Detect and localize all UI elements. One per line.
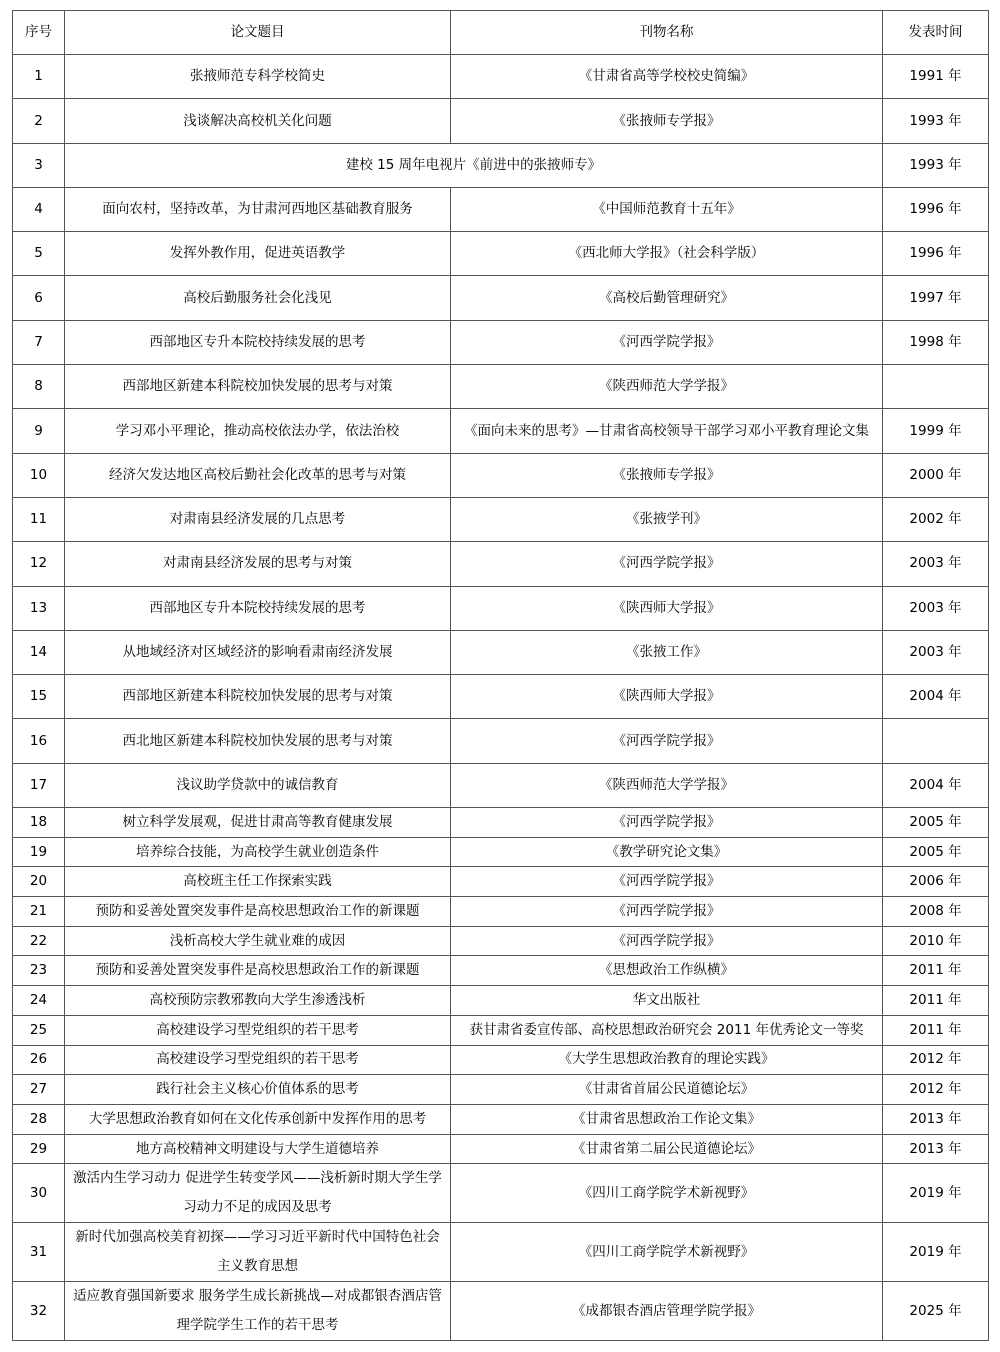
cell-paper-title: 适应教育强国新要求 服务学生成长新挑战—对成都银杏酒店管理学院学生工作的若干思考	[65, 1282, 451, 1341]
table-row	[13, 763, 989, 807]
cell-journal-name: 《张掖工作》	[451, 630, 883, 674]
cell-paper-title: 培养综合技能，为高校学生就业创造条件	[65, 837, 451, 867]
cell-publish-time: 1993 年	[883, 143, 989, 187]
cell-journal-name: 《甘肃省首届公民道德论坛》	[451, 1075, 883, 1105]
cell-serial-number: 3	[13, 143, 65, 187]
cell-serial-number: 24	[13, 986, 65, 1016]
header-publish-time: 发表时间	[883, 11, 989, 55]
cell-serial-number: 15	[13, 675, 65, 719]
cell-journal-name: 《张掖学刊》	[451, 497, 883, 541]
cell-journal-name: 《甘肃省思想政治工作论文集》	[451, 1104, 883, 1134]
cell-paper-title: 西部地区专升本院校持续发展的思考	[65, 586, 451, 630]
cell-publish-time: 1996 年	[883, 232, 989, 276]
cell-serial-number: 8	[13, 365, 65, 409]
cell-serial-number: 14	[13, 630, 65, 674]
cell-publish-time: 1999 年	[883, 409, 989, 453]
cell-journal-name: 《四川工商学院学术新视野》	[451, 1223, 883, 1282]
cell-publish-time: 2004 年	[883, 763, 989, 807]
table-row	[13, 143, 989, 187]
cell-serial-number: 1	[13, 55, 65, 99]
cell-paper-title: 高校班主任工作探索实践	[65, 867, 451, 897]
cell-publish-time: 1996 年	[883, 187, 989, 231]
cell-paper-title: 新时代加强高校美育初探——学习习近平新时代中国特色社会主义教育思想	[65, 1223, 451, 1282]
table-row	[13, 320, 989, 364]
cell-paper-title: 大学思想政治教育如何在文化传承创新中发挥作用的思考	[65, 1104, 451, 1134]
cell-journal-name: 《河西学院学报》	[451, 719, 883, 763]
cell-paper-title: 激活内生学习动力 促进学生转变学风——浅析新时期大学生学习动力不足的成因及思考	[65, 1164, 451, 1223]
cell-paper-title: 浅谈解决高校机关化问题	[65, 99, 451, 143]
cell-journal-name: 《高校后勤管理研究》	[451, 276, 883, 320]
table-row	[13, 1015, 989, 1045]
cell-journal-name: 获甘肃省委宣传部、高校思想政治研究会 2011 年优秀论文一等奖	[451, 1015, 883, 1045]
cell-publish-time: 2004 年	[883, 675, 989, 719]
cell-serial-number: 29	[13, 1134, 65, 1164]
cell-journal-name: 《中国师范教育十五年》	[451, 187, 883, 231]
cell-journal-name: 《河西学院学报》	[451, 897, 883, 927]
cell-paper-title: 高校后勤服务社会化浅见	[65, 276, 451, 320]
table-row	[13, 409, 989, 453]
cell-serial-number: 18	[13, 808, 65, 838]
cell-journal-name: 《四川工商学院学术新视野》	[451, 1164, 883, 1223]
table-row	[13, 837, 989, 867]
table-row	[13, 1104, 989, 1134]
table-row	[13, 867, 989, 897]
cell-paper-title: 高校建设学习型党组织的若干思考	[65, 1045, 451, 1075]
table-row	[13, 675, 989, 719]
cell-publish-time: 2010 年	[883, 926, 989, 956]
cell-serial-number: 11	[13, 497, 65, 541]
cell-paper-title: 西部地区专升本院校持续发展的思考	[65, 320, 451, 364]
cell-paper-title: 从地域经济对区域经济的影响看肃南经济发展	[65, 630, 451, 674]
cell-paper-title: 发挥外教作用，促进英语教学	[65, 232, 451, 276]
table-row	[13, 453, 989, 497]
table-row	[13, 1164, 989, 1223]
cell-serial-number: 28	[13, 1104, 65, 1134]
cell-publish-time: 1998 年	[883, 320, 989, 364]
cell-paper-title: 预防和妥善处置突发事件是高校思想政治工作的新课题	[65, 897, 451, 927]
cell-serial-number: 12	[13, 542, 65, 586]
cell-serial-number: 26	[13, 1045, 65, 1075]
cell-journal-name: 《成都银杏酒店管理学院学报》	[451, 1282, 883, 1341]
cell-paper-title: 建校 15 周年电视片《前进中的张掖师专》	[65, 143, 883, 187]
cell-paper-title: 预防和妥善处置突发事件是高校思想政治工作的新课题	[65, 956, 451, 986]
cell-paper-title: 践行社会主义核心价值体系的思考	[65, 1075, 451, 1105]
cell-publish-time: 2012 年	[883, 1075, 989, 1105]
cell-serial-number: 23	[13, 956, 65, 986]
cell-serial-number: 9	[13, 409, 65, 453]
cell-paper-title: 张掖师范专科学校简史	[65, 55, 451, 99]
cell-journal-name: 《大学生思想政治教育的理论实践》	[451, 1045, 883, 1075]
cell-journal-name: 《甘肃省第二届公民道德论坛》	[451, 1134, 883, 1164]
cell-serial-number: 13	[13, 586, 65, 630]
cell-journal-name: 《河西学院学报》	[451, 542, 883, 586]
cell-publish-time: 2011 年	[883, 956, 989, 986]
cell-publish-time: 2011 年	[883, 986, 989, 1016]
cell-paper-title: 高校预防宗教邪教向大学生渗透浅析	[65, 986, 451, 1016]
header-journal-name: 刊物名称	[451, 11, 883, 55]
cell-paper-title: 学习邓小平理论，推动高校依法办学，依法治校	[65, 409, 451, 453]
cell-paper-title: 西部地区新建本科院校加快发展的思考与对策	[65, 675, 451, 719]
cell-journal-name: 《河西学院学报》	[451, 867, 883, 897]
cell-serial-number: 19	[13, 837, 65, 867]
cell-serial-number: 4	[13, 187, 65, 231]
cell-serial-number: 21	[13, 897, 65, 927]
cell-serial-number: 5	[13, 232, 65, 276]
cell-journal-name: 华文出版社	[451, 986, 883, 1016]
cell-journal-name: 《陕西师范大学学报》	[451, 763, 883, 807]
cell-serial-number: 32	[13, 1282, 65, 1341]
cell-publish-time: 2003 年	[883, 586, 989, 630]
cell-paper-title: 地方高校精神文明建设与大学生道德培养	[65, 1134, 451, 1164]
cell-serial-number: 6	[13, 276, 65, 320]
cell-journal-name: 《陕西师范大学学报》	[451, 365, 883, 409]
cell-publish-time: 1991 年	[883, 55, 989, 99]
cell-publish-time: 2003 年	[883, 630, 989, 674]
cell-publish-time: 2013 年	[883, 1104, 989, 1134]
cell-serial-number: 10	[13, 453, 65, 497]
cell-publish-time	[883, 719, 989, 763]
cell-paper-title: 西北地区新建本科院校加快发展的思考与对策	[65, 719, 451, 763]
cell-journal-name: 《教学研究论文集》	[451, 837, 883, 867]
cell-journal-name: 《张掖师专学报》	[451, 99, 883, 143]
cell-serial-number: 27	[13, 1075, 65, 1105]
cell-publish-time: 2002 年	[883, 497, 989, 541]
cell-serial-number: 7	[13, 320, 65, 364]
cell-publish-time: 2019 年	[883, 1164, 989, 1223]
cell-publish-time	[883, 365, 989, 409]
table-row	[13, 586, 989, 630]
cell-publish-time: 2005 年	[883, 837, 989, 867]
cell-publish-time: 2011 年	[883, 1015, 989, 1045]
cell-publish-time: 2000 年	[883, 453, 989, 497]
cell-journal-name: 《面向未来的思考》—甘肃省高校领导干部学习邓小平教育理论文集	[451, 409, 883, 453]
table-row	[13, 926, 989, 956]
cell-publish-time: 2019 年	[883, 1223, 989, 1282]
cell-paper-title: 树立科学发展观，促进甘肃高等教育健康发展	[65, 808, 451, 838]
table-row	[13, 365, 989, 409]
cell-serial-number: 2	[13, 99, 65, 143]
cell-journal-name: 《甘肃省高等学校校史简编》	[451, 55, 883, 99]
header-serial-number: 序号	[13, 11, 65, 55]
table-row	[13, 986, 989, 1016]
cell-paper-title: 经济欠发达地区高校后勤社会化改革的思考与对策	[65, 453, 451, 497]
cell-publish-time: 1997 年	[883, 276, 989, 320]
table-body	[13, 55, 989, 1341]
cell-journal-name: 《陕西师大学报》	[451, 675, 883, 719]
cell-publish-time: 1993 年	[883, 99, 989, 143]
cell-serial-number: 22	[13, 926, 65, 956]
cell-publish-time: 2013 年	[883, 1134, 989, 1164]
table-row	[13, 1282, 989, 1341]
table-row	[13, 1045, 989, 1075]
cell-publish-time: 2006 年	[883, 867, 989, 897]
table-row	[13, 276, 989, 320]
cell-paper-title: 浅议助学贷款中的诚信教育	[65, 763, 451, 807]
cell-paper-title: 对肃南县经济发展的思考与对策	[65, 542, 451, 586]
cell-paper-title: 西部地区新建本科院校加快发展的思考与对策	[65, 365, 451, 409]
cell-serial-number: 17	[13, 763, 65, 807]
cell-publish-time: 2025 年	[883, 1282, 989, 1341]
table-row	[13, 808, 989, 838]
cell-serial-number: 16	[13, 719, 65, 763]
cell-journal-name: 《河西学院学报》	[451, 926, 883, 956]
cell-journal-name: 《河西学院学报》	[451, 808, 883, 838]
cell-journal-name: 《陕西师大学报》	[451, 586, 883, 630]
table-row	[13, 956, 989, 986]
cell-paper-title: 高校建设学习型党组织的若干思考	[65, 1015, 451, 1045]
cell-journal-name: 《张掖师专学报》	[451, 453, 883, 497]
publications-table	[12, 10, 989, 1341]
table-row	[13, 1134, 989, 1164]
cell-paper-title: 对肃南县经济发展的几点思考	[65, 497, 451, 541]
table-row	[13, 232, 989, 276]
table-row	[13, 719, 989, 763]
table-row	[13, 1075, 989, 1105]
table-row	[13, 55, 989, 99]
cell-journal-name: 《西北师大学报》（社会科学版）	[451, 232, 883, 276]
cell-serial-number: 31	[13, 1223, 65, 1282]
table-row	[13, 542, 989, 586]
cell-paper-title: 浅析高校大学生就业难的成因	[65, 926, 451, 956]
cell-publish-time: 2012 年	[883, 1045, 989, 1075]
cell-serial-number: 25	[13, 1015, 65, 1045]
cell-publish-time: 2008 年	[883, 897, 989, 927]
cell-publish-time: 2003 年	[883, 542, 989, 586]
cell-serial-number: 30	[13, 1164, 65, 1223]
cell-serial-number: 20	[13, 867, 65, 897]
header-paper-title: 论文题目	[65, 11, 451, 55]
table-row	[13, 630, 989, 674]
table-row	[13, 897, 989, 927]
table-row	[13, 1223, 989, 1282]
table-header-row	[13, 11, 989, 55]
cell-paper-title: 面向农村，坚持改革，为甘肃河西地区基础教育服务	[65, 187, 451, 231]
cell-publish-time: 2005 年	[883, 808, 989, 838]
table-row	[13, 497, 989, 541]
table-row	[13, 187, 989, 231]
cell-journal-name: 《河西学院学报》	[451, 320, 883, 364]
table-row	[13, 99, 989, 143]
cell-journal-name: 《思想政治工作纵横》	[451, 956, 883, 986]
